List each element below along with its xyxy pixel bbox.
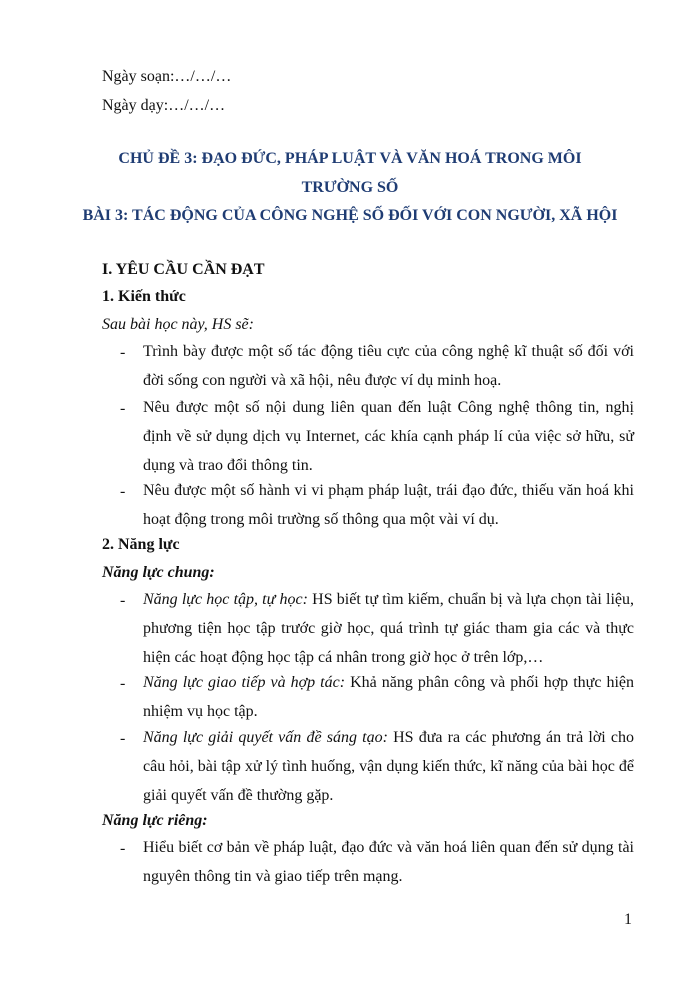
bullet-marker: - — [120, 400, 126, 417]
knowledge-item: Nêu được một số hành vi vi phạm pháp luật, trái đạo đức, thiếu văn hoá khi hoạt động trong môi trường số thông qua một vài ví dụ. — [143, 482, 634, 528]
specific-competence-heading: Năng lực riêng: — [102, 812, 208, 829]
bullet-marker: - — [120, 483, 126, 500]
bullet-marker: - — [120, 592, 126, 609]
competence-text: HS biết tự tìm kiếm, chuẩn bị và lựa chọn tài liệu, phương tiện học tập trước giờ học, quá trình tự giác tham gia các và thực hiện các hoạt động học tập cá nhân trong giờ học ở trên lớp,… — [143, 591, 634, 666]
competence-text: Khả năng phân công và phối hợp thực hiện nhiệm vụ học tập. — [143, 674, 634, 720]
page-number: 1 — [624, 911, 632, 928]
bullet-marker: - — [120, 730, 126, 747]
topic-title-line2: TRƯỜNG SỐ — [301, 179, 399, 196]
date-taught: Ngày dạy:…/…/… — [102, 97, 226, 114]
specific-competence-item: Hiểu biết cơ bản về pháp luật, đạo đức và văn hoá liên quan đến sử dụng tài nguyên thông tin và giao tiếp trên mạng. — [143, 839, 634, 885]
subheading-competence: 2. Năng lực — [102, 536, 180, 553]
date-prepared: Ngày soạn:…/…/… — [102, 68, 232, 85]
competence-label: Năng lực giao tiếp và hợp tác: — [143, 674, 346, 691]
competence-label: Năng lực học tập, tự học: — [143, 591, 308, 608]
bullet-marker: - — [120, 675, 126, 692]
knowledge-intro: Sau bài học này, HS sẽ: — [102, 316, 254, 333]
lesson-title: BÀI 3: TÁC ĐỘNG CỦA CÔNG NGHỆ SỐ ĐỐI VỚI CON NGƯỜI, XÃ HỘI — [82, 207, 618, 224]
general-competence-heading: Năng lực chung: — [102, 564, 215, 581]
knowledge-item: Trình bày được một số tác động tiêu cực của công nghệ kĩ thuật số đối với đời sống con người và xã hội, nêu được ví dụ minh hoạ. — [143, 343, 634, 389]
bullet-marker: - — [120, 344, 126, 361]
section-heading-requirements: I. YÊU CẦU CẦN ĐẠT — [102, 261, 265, 278]
general-competence-item — [143, 585, 634, 672]
general-competence-item — [143, 668, 634, 726]
competence-label: Năng lực giải quyết vấn đề sáng tạo: — [143, 729, 388, 746]
general-competence-item — [143, 723, 634, 810]
subheading-knowledge: 1. Kiến thức — [102, 288, 186, 305]
competence-text: HS đưa ra các phương án trả lời cho câu hỏi, bài tập xử lý tình huống, vận dụng kiến thức, kĩ năng của bài học để giải quyết vấn đề thường gặp. — [143, 729, 634, 804]
knowledge-item: Nêu được một số nội dung liên quan đến luật Công nghệ thông tin, nghị định về sử dụng dịch vụ Internet, các khía cạnh pháp lí của việc sở hữu, sử dụng và trao đổi thông tin. — [143, 399, 634, 474]
bullet-marker: - — [120, 840, 126, 857]
topic-title-line1: CHỦ ĐỀ 3: ĐẠO ĐỨC, PHÁP LUẬT VÀ VĂN HOÁ TRONG MÔI — [118, 150, 582, 167]
